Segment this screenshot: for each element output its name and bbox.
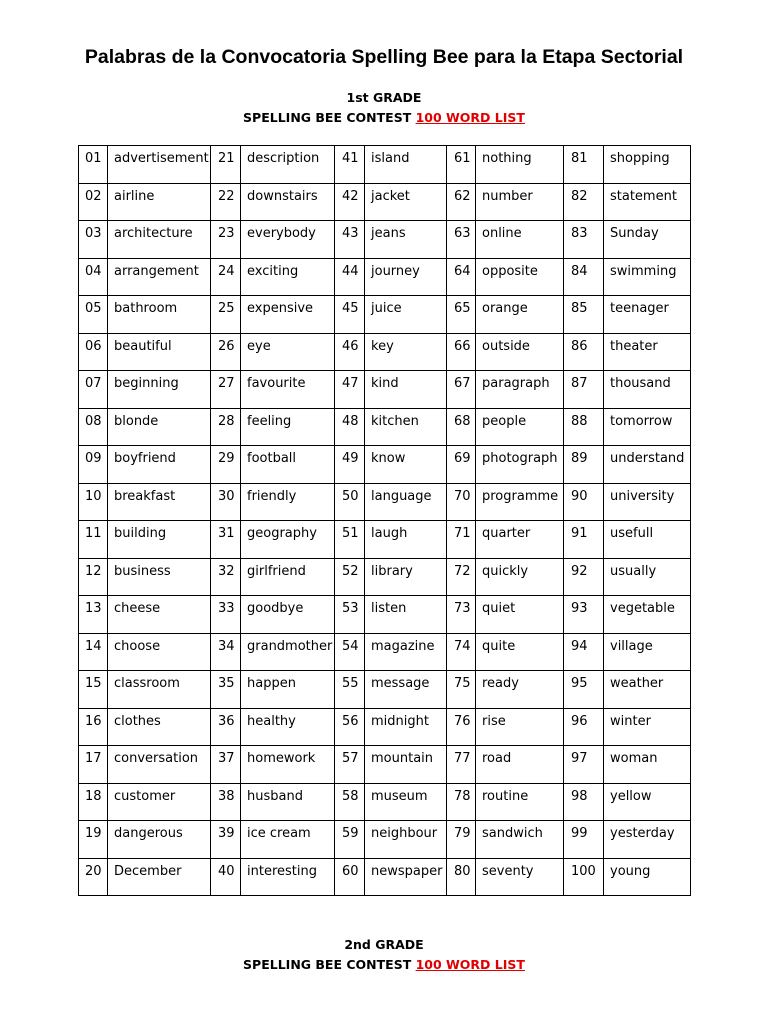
word-number: 12 bbox=[79, 558, 108, 596]
word-number: 58 bbox=[335, 783, 365, 821]
word-number: 76 bbox=[447, 708, 476, 746]
word-number: 85 bbox=[564, 296, 604, 334]
word-cell: museum bbox=[365, 783, 447, 821]
word-cell: bathroom bbox=[108, 296, 211, 334]
word-cell: weather bbox=[604, 671, 691, 709]
word-cell: message bbox=[365, 671, 447, 709]
word-number: 89 bbox=[564, 446, 604, 484]
word-cell: breakfast bbox=[108, 483, 211, 521]
word-cell: happen bbox=[241, 671, 335, 709]
word-cell: jeans bbox=[365, 221, 447, 259]
word-number: 95 bbox=[564, 671, 604, 709]
word-cell: quickly bbox=[476, 558, 564, 596]
word-cell: advertisement bbox=[108, 146, 211, 184]
word-cell: opposite bbox=[476, 258, 564, 296]
word-cell: number bbox=[476, 183, 564, 221]
word-number: 50 bbox=[335, 483, 365, 521]
word-cell: description bbox=[241, 146, 335, 184]
word-number: 80 bbox=[447, 858, 476, 896]
word-cell: juice bbox=[365, 296, 447, 334]
word-cell: photograph bbox=[476, 446, 564, 484]
word-cell: road bbox=[476, 746, 564, 784]
word-number: 16 bbox=[79, 708, 108, 746]
word-number: 27 bbox=[211, 371, 241, 409]
word-cell: eye bbox=[241, 333, 335, 371]
word-cell: business bbox=[108, 558, 211, 596]
word-cell: airline bbox=[108, 183, 211, 221]
word-number: 64 bbox=[447, 258, 476, 296]
word-number: 36 bbox=[211, 708, 241, 746]
word-number: 44 bbox=[335, 258, 365, 296]
word-number: 39 bbox=[211, 821, 241, 859]
word-cell: boyfriend bbox=[108, 446, 211, 484]
word-cell: everybody bbox=[241, 221, 335, 259]
word-number: 42 bbox=[335, 183, 365, 221]
word-number: 60 bbox=[335, 858, 365, 896]
word-number: 82 bbox=[564, 183, 604, 221]
word-cell: thousand bbox=[604, 371, 691, 409]
word-number: 96 bbox=[564, 708, 604, 746]
word-number: 56 bbox=[335, 708, 365, 746]
table-row bbox=[79, 446, 691, 484]
table-row bbox=[79, 858, 691, 896]
word-number: 30 bbox=[211, 483, 241, 521]
word-number: 93 bbox=[564, 596, 604, 634]
word-number: 91 bbox=[564, 521, 604, 559]
word-cell: young bbox=[604, 858, 691, 896]
word-cell: homework bbox=[241, 746, 335, 784]
word-number: 03 bbox=[79, 221, 108, 259]
table-row bbox=[79, 408, 691, 446]
word-number: 22 bbox=[211, 183, 241, 221]
word-number: 31 bbox=[211, 521, 241, 559]
word-number: 08 bbox=[79, 408, 108, 446]
word-number: 25 bbox=[211, 296, 241, 334]
word-number: 06 bbox=[79, 333, 108, 371]
word-cell: quiet bbox=[476, 596, 564, 634]
word-cell: December bbox=[108, 858, 211, 896]
word-cell: vegetable bbox=[604, 596, 691, 634]
word-number: 70 bbox=[447, 483, 476, 521]
word-number: 29 bbox=[211, 446, 241, 484]
word-cell: cheese bbox=[108, 596, 211, 634]
word-number: 28 bbox=[211, 408, 241, 446]
word-number: 23 bbox=[211, 221, 241, 259]
word-number: 53 bbox=[335, 596, 365, 634]
word-cell: interesting bbox=[241, 858, 335, 896]
word-number: 66 bbox=[447, 333, 476, 371]
word-number: 88 bbox=[564, 408, 604, 446]
word-number: 47 bbox=[335, 371, 365, 409]
table-row bbox=[79, 633, 691, 671]
word-cell: online bbox=[476, 221, 564, 259]
word-cell: choose bbox=[108, 633, 211, 671]
word-number: 10 bbox=[79, 483, 108, 521]
word-cell: grandmother bbox=[241, 633, 335, 671]
table-row bbox=[79, 558, 691, 596]
word-cell: yellow bbox=[604, 783, 691, 821]
word-cell: exciting bbox=[241, 258, 335, 296]
word-cell: quite bbox=[476, 633, 564, 671]
word-number: 38 bbox=[211, 783, 241, 821]
word-number: 62 bbox=[447, 183, 476, 221]
word-number: 35 bbox=[211, 671, 241, 709]
word-number: 02 bbox=[79, 183, 108, 221]
word-number: 32 bbox=[211, 558, 241, 596]
page-title: Palabras de la Convocatoria Spelling Bee para la Etapa Sectorial bbox=[84, 46, 684, 68]
word-cell: journey bbox=[365, 258, 447, 296]
word-number: 52 bbox=[335, 558, 365, 596]
word-cell: theater bbox=[604, 333, 691, 371]
word-cell: know bbox=[365, 446, 447, 484]
contest-label: SPELLING BEE CONTEST bbox=[243, 957, 416, 972]
table-row bbox=[79, 671, 691, 709]
word-cell: quarter bbox=[476, 521, 564, 559]
word-number: 98 bbox=[564, 783, 604, 821]
word-number: 87 bbox=[564, 371, 604, 409]
word-number: 68 bbox=[447, 408, 476, 446]
word-list-link[interactable]: 100 WORD LIST bbox=[415, 957, 525, 972]
table-row bbox=[79, 296, 691, 334]
contest-line bbox=[0, 108, 768, 128]
word-number: 57 bbox=[335, 746, 365, 784]
word-cell: favourite bbox=[241, 371, 335, 409]
word-cell: Sunday bbox=[604, 221, 691, 259]
word-cell: beautiful bbox=[108, 333, 211, 371]
word-cell: goodbye bbox=[241, 596, 335, 634]
grade-1-header bbox=[0, 88, 768, 128]
word-cell: beginning bbox=[108, 371, 211, 409]
word-number: 54 bbox=[335, 633, 365, 671]
word-number: 13 bbox=[79, 596, 108, 634]
table-row bbox=[79, 521, 691, 559]
word-number: 09 bbox=[79, 446, 108, 484]
word-number: 77 bbox=[447, 746, 476, 784]
word-list-link[interactable]: 100 WORD LIST bbox=[415, 110, 525, 125]
word-cell: blonde bbox=[108, 408, 211, 446]
word-number: 74 bbox=[447, 633, 476, 671]
word-cell: kind bbox=[365, 371, 447, 409]
word-cell: sandwich bbox=[476, 821, 564, 859]
word-cell: swimming bbox=[604, 258, 691, 296]
word-cell: key bbox=[365, 333, 447, 371]
word-number: 67 bbox=[447, 371, 476, 409]
table-row bbox=[79, 596, 691, 634]
word-number: 100 bbox=[564, 858, 604, 896]
word-number: 99 bbox=[564, 821, 604, 859]
word-cell: midnight bbox=[365, 708, 447, 746]
word-cell: people bbox=[476, 408, 564, 446]
grade-label: 1st GRADE bbox=[346, 90, 422, 105]
word-cell: conversation bbox=[108, 746, 211, 784]
word-number: 43 bbox=[335, 221, 365, 259]
word-number: 21 bbox=[211, 146, 241, 184]
word-cell: teenager bbox=[604, 296, 691, 334]
word-number: 20 bbox=[79, 858, 108, 896]
word-number: 48 bbox=[335, 408, 365, 446]
word-number: 24 bbox=[211, 258, 241, 296]
word-cell: language bbox=[365, 483, 447, 521]
word-cell: downstairs bbox=[241, 183, 335, 221]
word-cell: football bbox=[241, 446, 335, 484]
word-cell: newspaper bbox=[365, 858, 447, 896]
word-cell: magazine bbox=[365, 633, 447, 671]
word-number: 86 bbox=[564, 333, 604, 371]
contest-line bbox=[0, 955, 768, 975]
word-number: 75 bbox=[447, 671, 476, 709]
table-row bbox=[79, 746, 691, 784]
word-number: 81 bbox=[564, 146, 604, 184]
word-number: 49 bbox=[335, 446, 365, 484]
word-cell: dangerous bbox=[108, 821, 211, 859]
word-cell: yesterday bbox=[604, 821, 691, 859]
word-number: 14 bbox=[79, 633, 108, 671]
word-cell: jacket bbox=[365, 183, 447, 221]
word-number: 92 bbox=[564, 558, 604, 596]
word-number: 79 bbox=[447, 821, 476, 859]
word-cell: classroom bbox=[108, 671, 211, 709]
word-number: 65 bbox=[447, 296, 476, 334]
grade-label: 2nd GRADE bbox=[344, 937, 424, 952]
word-number: 11 bbox=[79, 521, 108, 559]
word-cell: statement bbox=[604, 183, 691, 221]
word-number: 34 bbox=[211, 633, 241, 671]
word-cell: arrangement bbox=[108, 258, 211, 296]
table-row bbox=[79, 221, 691, 259]
word-cell: geography bbox=[241, 521, 335, 559]
word-number: 71 bbox=[447, 521, 476, 559]
word-cell: architecture bbox=[108, 221, 211, 259]
word-cell: woman bbox=[604, 746, 691, 784]
word-number: 59 bbox=[335, 821, 365, 859]
word-number: 94 bbox=[564, 633, 604, 671]
word-cell: tomorrow bbox=[604, 408, 691, 446]
word-number: 33 bbox=[211, 596, 241, 634]
grade-2-header bbox=[0, 935, 768, 975]
word-number: 45 bbox=[335, 296, 365, 334]
word-cell: ice cream bbox=[241, 821, 335, 859]
word-cell: healthy bbox=[241, 708, 335, 746]
word-cell: village bbox=[604, 633, 691, 671]
word-number: 83 bbox=[564, 221, 604, 259]
word-number: 84 bbox=[564, 258, 604, 296]
word-cell: neighbour bbox=[365, 821, 447, 859]
word-cell: usefull bbox=[604, 521, 691, 559]
table-row bbox=[79, 783, 691, 821]
word-cell: university bbox=[604, 483, 691, 521]
word-cell: friendly bbox=[241, 483, 335, 521]
word-cell: building bbox=[108, 521, 211, 559]
word-cell: laugh bbox=[365, 521, 447, 559]
word-cell: understand bbox=[604, 446, 691, 484]
word-cell: library bbox=[365, 558, 447, 596]
word-number: 72 bbox=[447, 558, 476, 596]
contest-label: SPELLING BEE CONTEST bbox=[243, 110, 416, 125]
word-number: 46 bbox=[335, 333, 365, 371]
word-list-body bbox=[79, 146, 691, 896]
word-number: 69 bbox=[447, 446, 476, 484]
word-cell: winter bbox=[604, 708, 691, 746]
table-row bbox=[79, 333, 691, 371]
word-cell: clothes bbox=[108, 708, 211, 746]
word-cell: listen bbox=[365, 596, 447, 634]
word-number: 97 bbox=[564, 746, 604, 784]
word-cell: nothing bbox=[476, 146, 564, 184]
word-number: 78 bbox=[447, 783, 476, 821]
word-cell: husband bbox=[241, 783, 335, 821]
word-cell: rise bbox=[476, 708, 564, 746]
word-number: 17 bbox=[79, 746, 108, 784]
word-number: 41 bbox=[335, 146, 365, 184]
word-number: 19 bbox=[79, 821, 108, 859]
word-cell: island bbox=[365, 146, 447, 184]
word-number: 61 bbox=[447, 146, 476, 184]
word-cell: orange bbox=[476, 296, 564, 334]
word-cell: customer bbox=[108, 783, 211, 821]
table-row bbox=[79, 258, 691, 296]
word-number: 63 bbox=[447, 221, 476, 259]
word-number: 01 bbox=[79, 146, 108, 184]
word-cell: seventy bbox=[476, 858, 564, 896]
word-cell: shopping bbox=[604, 146, 691, 184]
word-number: 73 bbox=[447, 596, 476, 634]
word-cell: mountain bbox=[365, 746, 447, 784]
table-row bbox=[79, 146, 691, 184]
table-row bbox=[79, 483, 691, 521]
table-row bbox=[79, 708, 691, 746]
word-number: 04 bbox=[79, 258, 108, 296]
word-number: 55 bbox=[335, 671, 365, 709]
word-number: 37 bbox=[211, 746, 241, 784]
word-cell: girlfriend bbox=[241, 558, 335, 596]
table-row bbox=[79, 183, 691, 221]
word-number: 51 bbox=[335, 521, 365, 559]
word-cell: feeling bbox=[241, 408, 335, 446]
word-number: 26 bbox=[211, 333, 241, 371]
table-row bbox=[79, 371, 691, 409]
word-number: 18 bbox=[79, 783, 108, 821]
word-list-table bbox=[78, 145, 691, 896]
word-cell: paragraph bbox=[476, 371, 564, 409]
word-cell: usually bbox=[604, 558, 691, 596]
word-number: 90 bbox=[564, 483, 604, 521]
word-number: 05 bbox=[79, 296, 108, 334]
word-number: 15 bbox=[79, 671, 108, 709]
word-cell: expensive bbox=[241, 296, 335, 334]
word-number: 07 bbox=[79, 371, 108, 409]
word-cell: routine bbox=[476, 783, 564, 821]
table-row bbox=[79, 821, 691, 859]
word-cell: programme bbox=[476, 483, 564, 521]
word-cell: kitchen bbox=[365, 408, 447, 446]
word-cell: outside bbox=[476, 333, 564, 371]
word-number: 40 bbox=[211, 858, 241, 896]
word-cell: ready bbox=[476, 671, 564, 709]
